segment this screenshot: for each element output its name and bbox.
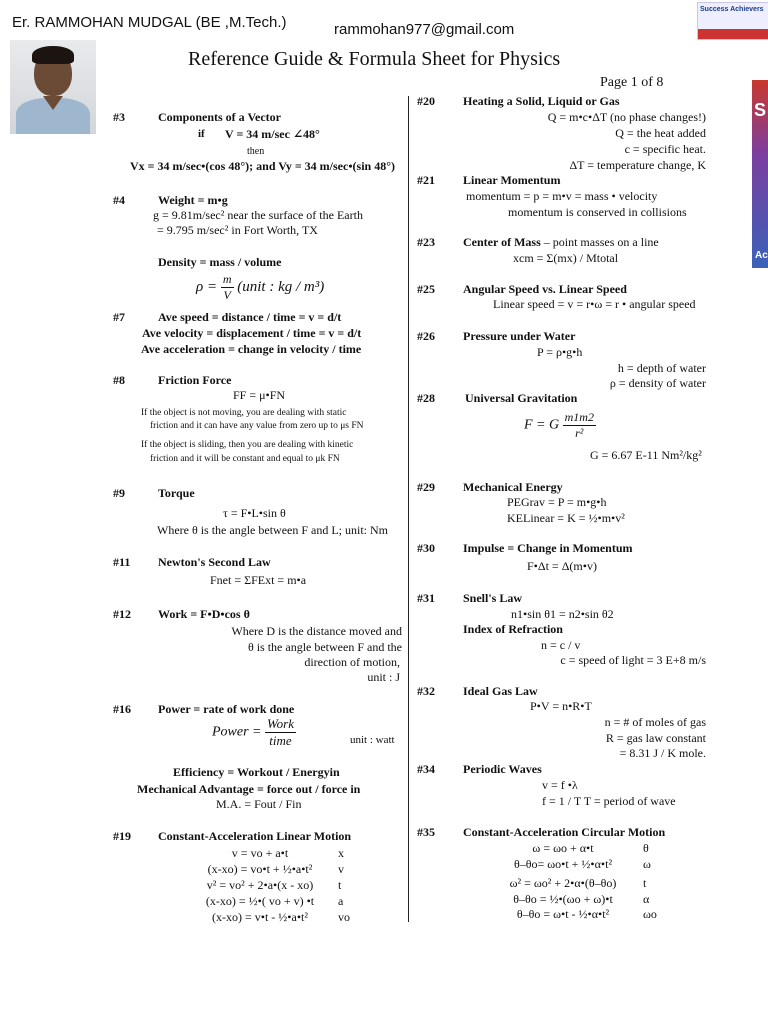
section-number: #34 [417, 762, 435, 776]
section-number: #11 [113, 555, 131, 569]
section-heading: Center of Mass – point masses on a line [463, 235, 659, 249]
variable: vo [338, 910, 350, 924]
text-line: Q = m•c•ΔT (no phase changes!) [547, 110, 706, 124]
unit-label: unit : watt [350, 734, 395, 746]
text-line: Where θ is the angle between F and L; unit: Nm [157, 523, 389, 537]
section-heading: Periodic Waves [463, 762, 542, 776]
variable: a [338, 894, 344, 908]
equation: ω = ωo + α•t [532, 841, 594, 855]
text-line: n = # of moles of gas [604, 715, 706, 729]
text-line: direction of motion, [304, 655, 400, 669]
text-line: Linear speed = v = r•ω = r • angular speed [493, 297, 696, 311]
text-line: If the object is not moving, you are dealing with static [141, 408, 347, 418]
text-line: h = depth of water [617, 361, 706, 375]
formula: xcm = Σ(mx) / Mtotal [513, 251, 619, 265]
text-line: c = speed of light = 3 E+8 m/s [560, 653, 706, 667]
formula: τ = F•L•sin θ [223, 506, 286, 520]
section-number: #26 [417, 329, 435, 343]
text-line: momentum is conserved in collisions [508, 205, 687, 219]
page-title: Reference Guide & Formula Sheet for Physics [188, 48, 561, 70]
formula: Ave velocity = displacement / time = v = d/t [142, 326, 362, 340]
section-number: #16 [113, 702, 131, 716]
text-line: ΔT = temperature change, K [569, 158, 706, 172]
formula: n = c / v [541, 638, 581, 652]
section-heading: Density = mass / volume [158, 255, 282, 269]
formula: Vx = 34 m/sec•(cos 48°); and Vy = 34 m/sec•(sin 48°) [130, 159, 395, 173]
text-line: = 9.795 m/sec² in Fort Worth, TX [157, 223, 318, 237]
section-heading: Work = F•D•cos θ [158, 607, 250, 621]
section-number: #8 [113, 373, 125, 387]
section-heading: Torque [158, 486, 195, 500]
text-line: Q = the heat added [615, 126, 706, 140]
section-heading: Linear Momentum [463, 173, 561, 187]
equation: v = vo + a•t [231, 846, 289, 860]
text-line: If the object is sliding, then you are dealing with kinetic [141, 440, 354, 450]
formula: FF = μ•FN [233, 388, 286, 402]
variable: θ [643, 841, 649, 855]
formula: KELinear = K = ½•m•v² [507, 511, 625, 525]
formula: Efficiency = Workout / Energyin [173, 765, 340, 779]
text-line: Where D is the distance moved and [231, 624, 402, 638]
author-name: Er. RAMMOHAN MUDGAL (BE ,M.Tech.) [12, 14, 287, 31]
formula: V = 34 m/sec ∠48° [225, 127, 320, 141]
section-number: #23 [417, 235, 435, 249]
formula: M.A. = Fout / Fin [216, 797, 302, 811]
formula: f = 1 / T T = period of wave [542, 794, 676, 808]
text-line: if [198, 128, 205, 140]
formula: Ave acceleration = change in velocity / time [141, 342, 362, 356]
section-number: #29 [417, 480, 435, 494]
section-number: #19 [113, 829, 131, 843]
section-heading: Impulse = Change in Momentum [463, 541, 633, 555]
equation: v² = vo² + 2•a•(x - xo) [206, 878, 314, 892]
section-number: #9 [113, 486, 125, 500]
section-heading: Universal Gravitation [465, 391, 578, 405]
section-number: #12 [113, 607, 131, 621]
gravitation-formula: F = G $\frac{m1m2}{\text{r²}}$ [524, 410, 594, 440]
section-heading: Index of Refraction [463, 622, 563, 636]
text-line: ρ = density of water [609, 376, 706, 390]
variable: ω [643, 857, 651, 871]
section-heading: Mechanical Energy [463, 480, 563, 494]
text-line: then [247, 146, 265, 157]
equation: θ–θo = ω•t - ½•α•t² [516, 907, 610, 921]
variable: ωo [643, 907, 657, 921]
formula: PEGrav = P = m•g•h [507, 495, 607, 509]
text-line: friction and it can have any value from zero up to μs FN [150, 421, 364, 431]
section-number: #30 [417, 541, 435, 555]
section-heading: Friction Force [158, 373, 232, 387]
formula: Fnet = ΣFExt = m•a [210, 573, 307, 587]
density-formula: ρ = $\frac{m}{V}$ (unit : kg / m³) [196, 272, 325, 302]
variable: t [338, 878, 342, 892]
section-number: #3 [113, 110, 125, 124]
author-email[interactable]: rammohan977@gmail.com [334, 21, 515, 38]
variable: v [338, 862, 344, 876]
formula: P•V = n•R•T [530, 699, 592, 713]
text-line: R = gas law constant [605, 731, 706, 745]
text-line: c = specific heat. [624, 142, 706, 156]
section-number: #25 [417, 282, 435, 296]
text-line: momentum = p = m•v = mass • velocity [466, 189, 658, 203]
text-line: G = 6.67 E-11 Nm²/kg² [590, 448, 702, 462]
variable: α [643, 892, 650, 906]
section-heading: Pressure under Water [463, 329, 576, 343]
section-heading: Components of a Vector [158, 110, 281, 124]
text-line: friction and it will be constant and equal to μk FN [150, 454, 340, 464]
equation: θ–θo= ωo•t + ½•α•t² [513, 857, 613, 871]
section-number: #35 [417, 825, 435, 839]
advertisement-banner[interactable]: S Ac [752, 80, 768, 268]
section-number: #20 [417, 94, 435, 108]
section-heading: Ideal Gas Law [463, 684, 538, 698]
brand-logo[interactable]: Success Achievers [697, 2, 768, 40]
equation: θ–θo = ½•(ωo + ω)•t [513, 892, 613, 906]
section-number: #4 [113, 193, 125, 207]
section-heading: Snell's Law [463, 591, 523, 605]
formula: n1•sin θ1 = n2•sin θ2 [511, 607, 614, 621]
formula: Ave speed = distance / time = v = d/t [158, 310, 342, 324]
section-heading: Newton's Second Law [158, 555, 271, 569]
equation: (x-xo) = vo•t + ½•a•t² [207, 862, 313, 876]
author-photo [10, 40, 96, 134]
equation: (x-xo) = v•t - ½•a•t² [212, 910, 308, 924]
section-heading: Power = rate of work done [158, 702, 295, 716]
section-heading: Weight = m•g [158, 193, 228, 207]
formula: v = f •λ [542, 778, 578, 792]
section-heading: Constant-Acceleration Linear Motion [158, 829, 352, 843]
section-number: #31 [417, 591, 435, 605]
formula: P = ρ•g•h [537, 345, 583, 359]
variable: t [643, 876, 647, 890]
variable: x [338, 846, 344, 860]
section-number: #21 [417, 173, 435, 187]
column-divider [408, 96, 409, 922]
section-heading: Heating a Solid, Liquid or Gas [463, 94, 620, 108]
page-number: Page 1 of 8 [600, 75, 664, 90]
text-line: = 8.31 J / K mole. [619, 746, 706, 760]
section-heading: Constant-Acceleration Circular Motion [463, 825, 666, 839]
formula: Mechanical Advantage = force out / force in [137, 782, 361, 796]
text-line: θ is the angle between F and the [247, 640, 402, 654]
formula: F•Δt = Δ(m•v) [527, 559, 597, 573]
section-number: #32 [417, 684, 435, 698]
text-line: unit : J [367, 670, 400, 684]
section-number: #28 [417, 391, 435, 405]
text-line: g = 9.81m/sec² near the surface of the Earth [153, 208, 363, 222]
section-heading: Angular Speed vs. Linear Speed [463, 282, 627, 296]
equation: ω² = ωo² + 2•α•(θ–θo) [509, 876, 617, 890]
equation: (x-xo) = ½•( vo + v) •t [205, 894, 315, 908]
power-formula: Power = $\frac{\text{Work}}{\text{time}}$ [212, 716, 294, 748]
section-number: #7 [113, 310, 125, 324]
